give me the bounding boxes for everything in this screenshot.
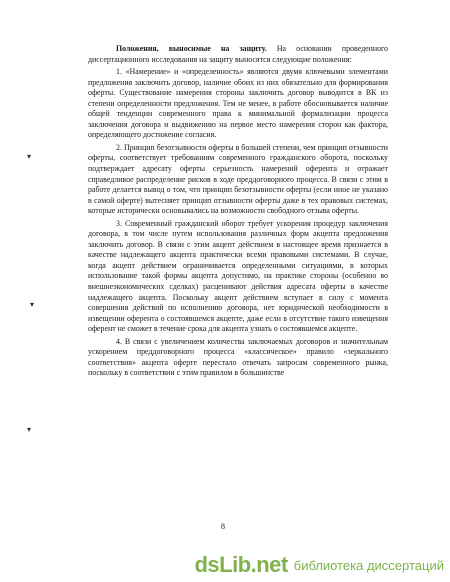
margin-mark: ▾ [27,425,32,434]
intro-text: На основании проведенного диссертационного исследования на защиту выносятся следующие положения: [88,44,388,64]
thesis-1: 1. «Намерение» и «определенность» являются двумя ключевыми элементами предложения заключить договор, наличие обоих из них обязательно для формирования оферты. Существование намерения стороны заключить договор выводится в ВК из степени определенности предложения. Тем не менее, в работе обосновывается наличие общей тенденции современного права к минимальной формализации процесса заключения договора и выдвижению на первое место намерения сторон как фактора, определяющего достижение согласия. [88,67,388,140]
margin-mark: ▾ [30,300,35,309]
thesis-3: 3. Современный гражданский оборот требует ускорения процедур заключения договора, в том числе путем использования различных форм акцепта предложения заключить договор. В связи с этим акцепт действием в настоящее время признается в качестве надлежащего акцепта практически всеми правовыми системами. В случае, когда акцепт действием ограничивается определенными ситуациями, в которых использование такой формы акцепта допустимо, на практике стороны (особенно во внешнеэкономических сделках) расценивают действия адресата оферты в качестве надлежащего акцепта. Поскольку акцепт действием вступает в силу с момента совершения действий по исполнению договора, нет юридической необходимости в извещении оферента о состоявшемся акцепте, даже если в отсутствие такого извещения оферент не сможет в течение срока для акцепта узнать о состоявшемся акцепте. [88,218,388,334]
thesis-4: 4. В связи с увеличением количества заключаемых договоров и значительным ускорением преддоговорного процесса «классическое» правило «зеркального соответствия» акцепта оферте перестало отвечать запросам современного рынка, поскольку в соответствии с этим правилом в большинстве [88,336,388,378]
dslib-watermark [194,552,444,578]
intro-heading: Положения, выносимые на защиту. [116,44,267,53]
watermark-logo: dsLib.net [194,552,288,577]
thesis-2: 2. Принцип безотзывности оферты в большей степени, чем принцип отзывности оферты, соответствует требованиям современного гражданского оборота, поскольку подтверждает адресату оферты серьезность намерений оферента и отражает справедливое распределение рисков в ходе преддоговорного процесса. В связи с этим в работе делается вывод о том, что принцип безотзывности оферты (если иное не указано в самой оферте) вытесняет принцип отзывности оферты даже в тех правовых системах, которые исторически основывались на возможности свободного отзыва оферты. [88,142,388,216]
margin-mark: ▾ [27,152,32,161]
intro-paragraph [88,44,388,65]
watermark-subtitle: библиотека диссертаций [293,557,444,573]
document-body [88,44,388,381]
page-number: 8 [221,522,225,531]
